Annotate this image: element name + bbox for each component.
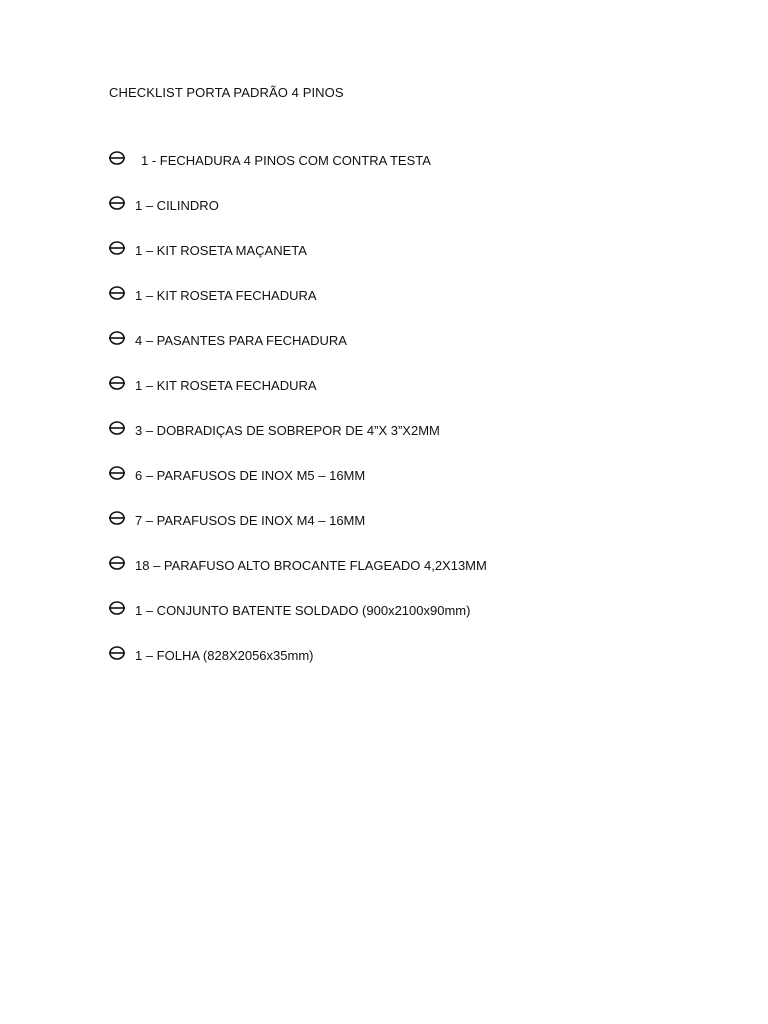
checklist-item [108, 193, 668, 238]
theta-icon [108, 508, 128, 528]
checklist-item-label: 1 – KIT ROSETA FECHADURA [135, 378, 317, 393]
theta-icon [108, 328, 128, 348]
checklist-item [108, 238, 668, 283]
checklist-item-label: 4 – PASANTES PARA FECHADURA [135, 333, 347, 348]
checklist-item-label: 1 – KIT ROSETA MAÇANETA [135, 243, 307, 258]
checklist-item [108, 553, 668, 598]
checklist-item-label: 7 – PARAFUSOS DE INOX M4 – 16MM [135, 513, 366, 528]
checklist-item [108, 148, 668, 193]
checklist-item [108, 373, 668, 418]
checklist-item-label: 1 – FOLHA (828X2056x35mm) [135, 648, 314, 663]
theta-icon [108, 598, 128, 618]
theta-icon [108, 643, 128, 663]
checklist-item [108, 643, 668, 688]
theta-icon [108, 553, 128, 573]
checklist-item [108, 598, 668, 643]
checklist-item-label: 3 – DOBRADIÇAS DE SOBREPOR DE 4”X 3”X2MM [135, 423, 440, 438]
checklist-item [108, 283, 668, 328]
checklist-item-label: 1 – CONJUNTO BATENTE SOLDADO (900x2100x90mm) [135, 603, 471, 618]
document-title: CHECKLIST PORTA PADRÃO 4 PINOS [109, 85, 344, 100]
checklist-item [108, 328, 668, 373]
theta-icon [108, 193, 128, 213]
theta-icon [108, 238, 128, 258]
theta-icon [108, 283, 128, 303]
checklist-item-label: 6 – PARAFUSOS DE INOX M5 – 16MM [135, 468, 366, 483]
checklist-item [108, 508, 668, 553]
checklist-item [108, 463, 668, 508]
checklist-item-label: 1 – CILINDRO [135, 198, 219, 213]
checklist [108, 148, 668, 688]
theta-icon [108, 463, 128, 483]
checklist-item-label: 1 - FECHADURA 4 PINOS COM CONTRA TESTA [141, 153, 431, 168]
checklist-item-label: 18 – PARAFUSO ALTO BROCANTE FLAGEADO 4,2X13MM [135, 558, 487, 573]
checklist-item-label: 1 – KIT ROSETA FECHADURA [135, 288, 317, 303]
theta-icon [108, 373, 128, 393]
theta-icon [108, 148, 128, 168]
checklist-item [108, 418, 668, 463]
theta-icon [108, 418, 128, 438]
